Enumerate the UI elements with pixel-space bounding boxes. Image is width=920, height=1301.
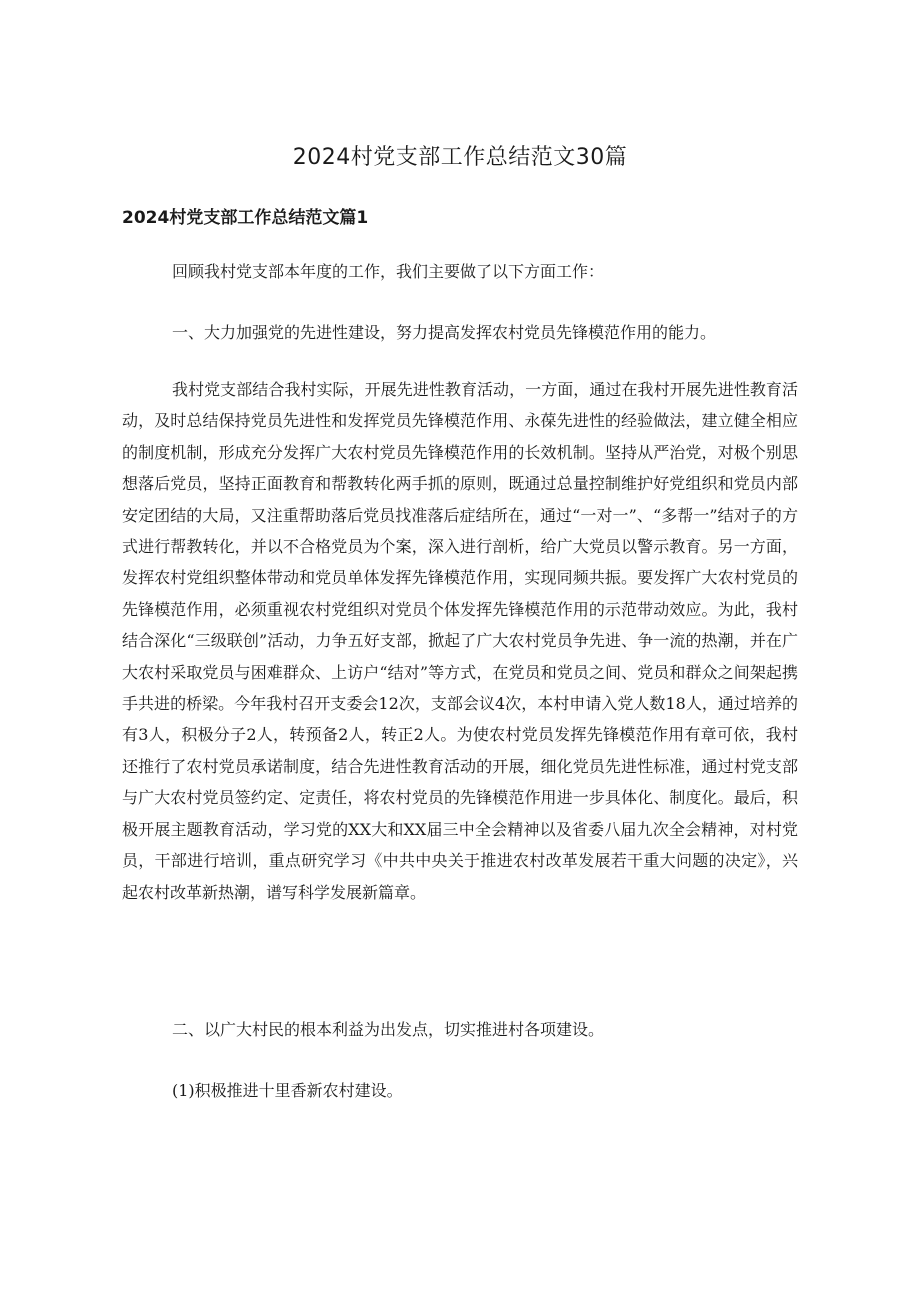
paragraph-heading-one: 一、大力加强党的先进性建设，努力提高发挥农村党员先锋模范作用的能力。 [172,323,717,342]
section-heading: 2024村党支部工作总结范文篇1 [122,208,369,228]
paragraph-intro: 回顾我村党支部本年度的工作，我们主要做了以下方面工作： [172,262,605,281]
paragraph-heading-two: 二、以广大村民的根本利益为出发点，切实推进村各项建设。 [172,1020,605,1039]
document-title: 2024村党支部工作总结范文30篇 [292,145,628,170]
paragraph-body: 我村党支部结合我村实际，开展先进性教育活动，一方面，通过在我村开展先进性教育活动，及时总结保持党员先进性和发挥党员先锋模范作用、永葆先进性的经验做法，建立健全相应的制度机制，形成充分发挥广大农村党员先锋模范作用的长效机制。坚持从严治党，对极个别思想落后党员，坚持正面教育和帮教转化两手抓的原则，既通过总量控制维护好党组织和党员内部安定团结的大局，又注重帮助落后党员找准落后症结所在，通过“一对一”、“多帮一”结对子的方式进行帮教转化，并以不合格党员为个案，深入进行剖析，给广大党员以警示教育。另一方面，发挥农村党组织整体带动和党员单体发挥先锋模范作用，实现同频共振。要发挥广大农村党员的先锋模范作用，必须重视农村党组织对党员个体发挥先锋模范作用的示范带动效应。为此，我村结合深化“三级联创”活动，力争五好支部，掀起了广大农村党员争先进、争一流的热潮，并在广大农村采取党员与困难群众、上访户“结对”等方式，在党员和党员之间、党员和群众之间架起携手共进的桥梁。今年我村召开支委会12次，支部会议4次，本村申请入党人数18人，通过培养的有3人，积极分子2人，转预备2人，转正2人。为使农村党员发挥先锋模范作用有章可依，我村还推行了农村党员承诺制度，结合先进性教育活动的开展，细化党员先进性标准，通过村党支部与广大农村党员签约定、定责任，将农村党员的先锋模范作用进一步具体化、制度化。最后，积极开展主题教育活动，学习党的XX大和XX届三中全会精神以及省委八届九次全会精神，对村党员，干部进行培训，重点研究学习《中共中央关于推进农村改革发展若干重大问题的决定》，兴起农村改革新热潮，谱写科学发展新篇章。 [122,380,798,902]
paragraph-subheading: (1)积极推进十里香新农村建设。 [172,1081,403,1100]
